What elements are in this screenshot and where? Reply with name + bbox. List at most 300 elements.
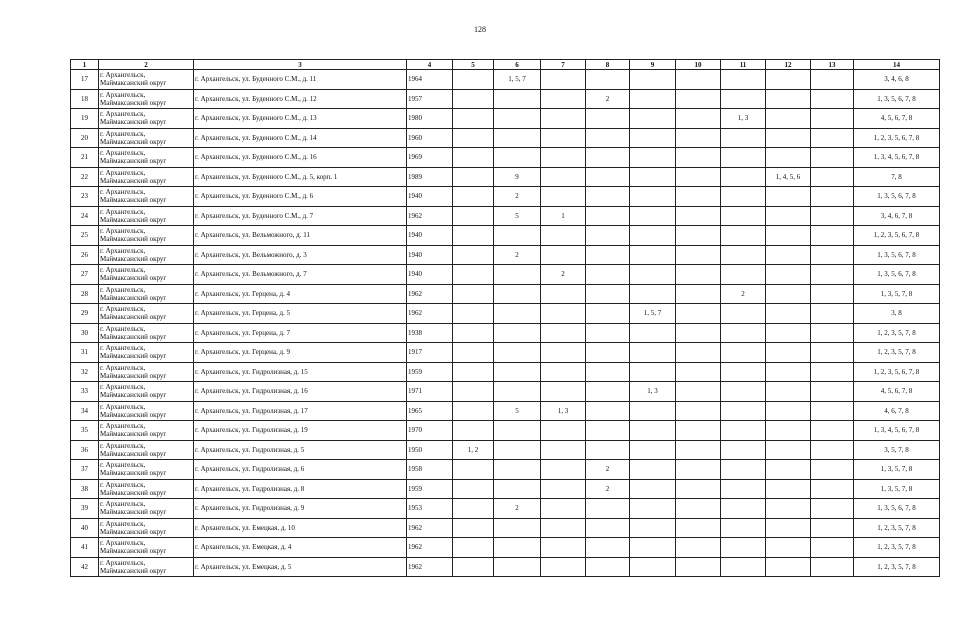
col10-cell [676,479,721,499]
col7-cell [541,362,586,382]
table-row [71,304,940,324]
col5-cell [453,148,494,168]
col10-cell [676,499,721,519]
col14-cell: 1, 3, 5, 7, 8 [854,479,940,499]
col6-cell [494,479,541,499]
col9-cell [630,499,676,519]
address-cell: г. Архангельск, ул. Герцена, д. 9 [194,343,407,363]
year-cell: 1962 [407,304,453,324]
table-row [71,128,940,148]
column-header-10: 10 [676,60,721,70]
col5-cell [453,128,494,148]
row-number: 17 [71,70,99,90]
col12-cell [766,304,811,324]
col5-cell [453,479,494,499]
col6-cell [494,362,541,382]
col14-cell: 3, 5, 7, 8 [854,440,940,460]
year-cell: 1959 [407,479,453,499]
row-number: 25 [71,226,99,246]
col6-cell: 5 [494,401,541,421]
col10-cell [676,382,721,402]
table-row [71,518,940,538]
district-cell: г. Архангельск, Маймаксанский округ [99,518,194,538]
col7-cell [541,89,586,109]
district-cell: г. Архангельск, Маймаксанский округ [99,304,194,324]
col14-cell: 1, 2, 3, 5, 6, 7, 8 [854,362,940,382]
address-cell: г. Архангельск, ул. Буденного С.М., д. 13 [194,109,407,129]
col11-cell [721,382,766,402]
col13-cell [811,167,854,187]
year-cell: 1989 [407,167,453,187]
col5-cell [453,499,494,519]
col6-cell: 2 [494,499,541,519]
col10-cell [676,206,721,226]
col9-cell [630,343,676,363]
col8-cell [586,265,630,285]
col7-cell [541,187,586,207]
col8-cell [586,343,630,363]
col9-cell [630,538,676,558]
col11-cell [721,148,766,168]
col10-cell [676,284,721,304]
col14-cell: 1, 2, 3, 5, 7, 8 [854,323,940,343]
col12-cell [766,499,811,519]
col10-cell [676,518,721,538]
row-number: 38 [71,479,99,499]
col13-cell [811,499,854,519]
col13-cell [811,89,854,109]
col9-cell [630,265,676,285]
col9-cell [630,284,676,304]
col10-cell [676,362,721,382]
col11-cell [721,479,766,499]
col9-cell [630,362,676,382]
col13-cell [811,538,854,558]
col13-cell [811,323,854,343]
col12-cell [766,245,811,265]
col9-cell [630,323,676,343]
col11-cell [721,460,766,480]
col11-cell [721,89,766,109]
col8-cell [586,245,630,265]
column-header-1: 1 [71,60,99,70]
col13-cell [811,304,854,324]
col9-cell [630,148,676,168]
row-number: 22 [71,167,99,187]
address-cell: г. Архангельск, ул. Буденного С.М., д. 11 [194,70,407,90]
col7-cell [541,382,586,402]
col5-cell [453,167,494,187]
col10-cell [676,343,721,363]
row-number: 19 [71,109,99,129]
year-cell: 1917 [407,343,453,363]
table-header-row [71,60,940,70]
col8-cell [586,128,630,148]
col14-cell: 1, 2, 3, 5, 7, 8 [854,518,940,538]
col8-cell [586,187,630,207]
col6-cell [494,304,541,324]
col14-cell: 1, 3, 4, 5, 6, 7, 8 [854,148,940,168]
col12-cell [766,421,811,441]
row-number: 32 [71,362,99,382]
table-row [71,538,940,558]
col14-cell: 3, 4, 6, 7, 8 [854,206,940,226]
col12-cell [766,206,811,226]
row-number: 21 [71,148,99,168]
col8-cell [586,167,630,187]
col9-cell: 1, 3 [630,382,676,402]
col11-cell [721,70,766,90]
row-number: 31 [71,343,99,363]
col11-cell [721,265,766,285]
row-number: 40 [71,518,99,538]
year-cell: 1971 [407,382,453,402]
col12-cell [766,89,811,109]
row-number: 20 [71,128,99,148]
col12-cell [766,226,811,246]
col8-cell [586,401,630,421]
col11-cell [721,362,766,382]
col13-cell [811,148,854,168]
col7-cell: 1 [541,206,586,226]
col12-cell [766,557,811,577]
col13-cell [811,226,854,246]
year-cell: 1950 [407,440,453,460]
col11-cell [721,128,766,148]
table-row [71,557,940,577]
col7-cell [541,226,586,246]
col5-cell [453,265,494,285]
col10-cell [676,440,721,460]
col6-cell [494,226,541,246]
col12-cell [766,323,811,343]
col7-cell [541,440,586,460]
col10-cell [676,323,721,343]
col8-cell [586,304,630,324]
col6-cell [494,382,541,402]
col7-cell [541,304,586,324]
column-header-7: 7 [541,60,586,70]
column-header-12: 12 [766,60,811,70]
col9-cell [630,440,676,460]
col11-cell [721,245,766,265]
year-cell: 1940 [407,187,453,207]
col5-cell [453,323,494,343]
col14-cell: 1, 3, 5, 7, 8 [854,460,940,480]
col9-cell [630,206,676,226]
col5-cell [453,538,494,558]
year-cell: 1940 [407,245,453,265]
col5-cell [453,284,494,304]
col10-cell [676,245,721,265]
address-cell: г. Архангельск, ул. Гидролизная, д. 5 [194,440,407,460]
table-row [71,226,940,246]
district-cell: г. Архангельск, Маймаксанский округ [99,206,194,226]
col7-cell [541,128,586,148]
col10-cell [676,109,721,129]
district-cell: г. Архангельск, Маймаксанский округ [99,343,194,363]
col13-cell [811,362,854,382]
column-header-13: 13 [811,60,854,70]
col5-cell [453,89,494,109]
col11-cell [721,421,766,441]
col6-cell [494,109,541,129]
table-row [71,187,940,207]
col5-cell [453,362,494,382]
row-number: 33 [71,382,99,402]
col11-cell [721,167,766,187]
column-header-8: 8 [586,60,630,70]
district-cell: г. Архангельск, Маймаксанский округ [99,557,194,577]
year-cell: 1957 [407,89,453,109]
col14-cell: 3, 4, 6, 8 [854,70,940,90]
district-cell: г. Архангельск, Маймаксанский округ [99,323,194,343]
col7-cell [541,557,586,577]
col10-cell [676,187,721,207]
row-number: 42 [71,557,99,577]
address-cell: г. Архангельск, ул. Буденного С.М., д. 6 [194,187,407,207]
page-number: 128 [474,25,486,34]
table-row [71,421,940,441]
year-cell: 1962 [407,206,453,226]
address-cell: г. Архангельск, ул. Буденного С.М., д. 14 [194,128,407,148]
col14-cell: 1, 3, 5, 6, 7, 8 [854,89,940,109]
column-header-11: 11 [721,60,766,70]
col9-cell [630,226,676,246]
table-row [71,401,940,421]
col11-cell [721,187,766,207]
address-cell: г. Архангельск, ул. Герцена, д. 4 [194,284,407,304]
table-row [71,343,940,363]
col10-cell [676,421,721,441]
col8-cell [586,284,630,304]
col10-cell [676,167,721,187]
col13-cell [811,128,854,148]
col14-cell: 1, 3, 5, 6, 7, 8 [854,245,940,265]
col14-cell: 4, 6, 7, 8 [854,401,940,421]
district-cell: г. Архангельск, Маймаксанский округ [99,245,194,265]
col14-cell: 1, 3, 4, 5, 6, 7, 8 [854,421,940,441]
col12-cell [766,70,811,90]
address-cell: г. Архангельск, ул. Вельможного, д. 3 [194,245,407,265]
col5-cell [453,518,494,538]
address-cell: г. Архангельск, ул. Гидролизная, д. 19 [194,421,407,441]
col9-cell [630,557,676,577]
address-cell: г. Архангельск, ул. Емецкая, д. 4 [194,538,407,558]
col13-cell [811,284,854,304]
col14-cell: 1, 2, 3, 5, 7, 8 [854,343,940,363]
row-number: 26 [71,245,99,265]
row-number: 30 [71,323,99,343]
col10-cell [676,148,721,168]
row-number: 27 [71,265,99,285]
year-cell: 1980 [407,109,453,129]
district-cell: г. Архангельск, Маймаксанский округ [99,401,194,421]
col13-cell [811,206,854,226]
col6-cell [494,89,541,109]
district-cell: г. Архангельск, Маймаксанский округ [99,128,194,148]
col8-cell: 2 [586,89,630,109]
district-cell: г. Архангельск, Маймаксанский округ [99,421,194,441]
address-cell: г. Архангельск, ул. Буденного С.М., д. 16 [194,148,407,168]
district-cell: г. Архангельск, Маймаксанский округ [99,265,194,285]
col8-cell [586,421,630,441]
table-row [71,499,940,519]
col9-cell [630,518,676,538]
col10-cell [676,89,721,109]
col7-cell [541,421,586,441]
col5-cell [453,343,494,363]
col12-cell [766,382,811,402]
column-header-2: 2 [99,60,194,70]
col5-cell [453,187,494,207]
col11-cell [721,323,766,343]
col6-cell: 9 [494,167,541,187]
col14-cell: 1, 2, 3, 5, 6, 7, 8 [854,226,940,246]
col12-cell [766,265,811,285]
col6-cell [494,421,541,441]
col5-cell [453,226,494,246]
col10-cell [676,460,721,480]
table-row [71,206,940,226]
row-number: 36 [71,440,99,460]
table-body [71,70,940,577]
col13-cell [811,401,854,421]
year-cell: 1958 [407,460,453,480]
col8-cell [586,323,630,343]
address-cell: г. Архангельск, ул. Гидролизная, д. 8 [194,479,407,499]
col7-cell [541,70,586,90]
col8-cell [586,499,630,519]
district-cell: г. Архангельск, Маймаксанский округ [99,167,194,187]
col6-cell [494,148,541,168]
col14-cell: 4, 5, 6, 7, 8 [854,109,940,129]
col6-cell [494,460,541,480]
col6-cell [494,343,541,363]
col12-cell: 1, 4, 5, 6 [766,167,811,187]
column-header-9: 9 [630,60,676,70]
col9-cell [630,70,676,90]
col8-cell [586,362,630,382]
col9-cell: 1, 5, 7 [630,304,676,324]
address-cell: г. Архангельск, ул. Герцена, д. 7 [194,323,407,343]
col9-cell [630,401,676,421]
col8-cell: 2 [586,479,630,499]
col5-cell [453,460,494,480]
table-row [71,148,940,168]
row-number: 18 [71,89,99,109]
district-cell: г. Архангельск, Маймаксанский округ [99,109,194,129]
year-cell: 1962 [407,518,453,538]
col9-cell [630,460,676,480]
row-number: 29 [71,304,99,324]
col13-cell [811,70,854,90]
col8-cell [586,538,630,558]
table-row [71,284,940,304]
col10-cell [676,265,721,285]
address-cell: г. Архангельск, ул. Гидролизная, д. 17 [194,401,407,421]
col12-cell [766,128,811,148]
col11-cell [721,440,766,460]
col5-cell [453,421,494,441]
col12-cell [766,479,811,499]
column-header-5: 5 [453,60,494,70]
col5-cell [453,70,494,90]
table-row [71,479,940,499]
row-number: 24 [71,206,99,226]
row-number: 28 [71,284,99,304]
col10-cell [676,401,721,421]
address-cell: г. Архангельск, ул. Гидролизная, д. 6 [194,460,407,480]
table-row [71,109,940,129]
col7-cell [541,538,586,558]
col13-cell [811,245,854,265]
col11-cell [721,401,766,421]
district-cell: г. Архангельск, Маймаксанский округ [99,499,194,519]
col12-cell [766,148,811,168]
col8-cell [586,518,630,538]
row-number: 35 [71,421,99,441]
col11-cell [721,518,766,538]
col14-cell: 1, 2, 3, 5, 7, 8 [854,538,940,558]
col11-cell [721,538,766,558]
table-row [71,323,940,343]
col12-cell [766,538,811,558]
district-cell: г. Архангельск, Маймаксанский округ [99,226,194,246]
table-row [71,70,940,90]
column-header-3: 3 [194,60,407,70]
year-cell: 1940 [407,265,453,285]
col14-cell: 1, 2, 3, 5, 6, 7, 8 [854,128,940,148]
col11-cell [721,206,766,226]
col12-cell [766,401,811,421]
col13-cell [811,557,854,577]
col8-cell [586,226,630,246]
col7-cell [541,167,586,187]
column-header-4: 4 [407,60,453,70]
year-cell: 1962 [407,284,453,304]
col6-cell: 1, 5, 7 [494,70,541,90]
col10-cell [676,304,721,324]
col14-cell: 1, 3, 5, 6, 7, 8 [854,265,940,285]
table-row [71,245,940,265]
col5-cell [453,557,494,577]
col6-cell: 2 [494,245,541,265]
year-cell: 1970 [407,421,453,441]
col10-cell [676,557,721,577]
col7-cell: 2 [541,265,586,285]
col6-cell [494,538,541,558]
column-header-14: 14 [854,60,940,70]
col6-cell [494,518,541,538]
col8-cell [586,148,630,168]
col7-cell [541,109,586,129]
address-cell: г. Архангельск, ул. Гидролизная, д. 9 [194,499,407,519]
col10-cell [676,226,721,246]
col11-cell [721,499,766,519]
district-cell: г. Архангельск, Маймаксанский округ [99,148,194,168]
address-cell: г. Архангельск, ул. Гидролизная, д. 16 [194,382,407,402]
col12-cell [766,460,811,480]
col13-cell [811,479,854,499]
col5-cell [453,401,494,421]
col5-cell: 1, 2 [453,440,494,460]
col7-cell: 1, 3 [541,401,586,421]
year-cell: 1964 [407,70,453,90]
col6-cell [494,128,541,148]
address-cell: г. Архангельск, ул. Вельможного, д. 7 [194,265,407,285]
row-number: 41 [71,538,99,558]
